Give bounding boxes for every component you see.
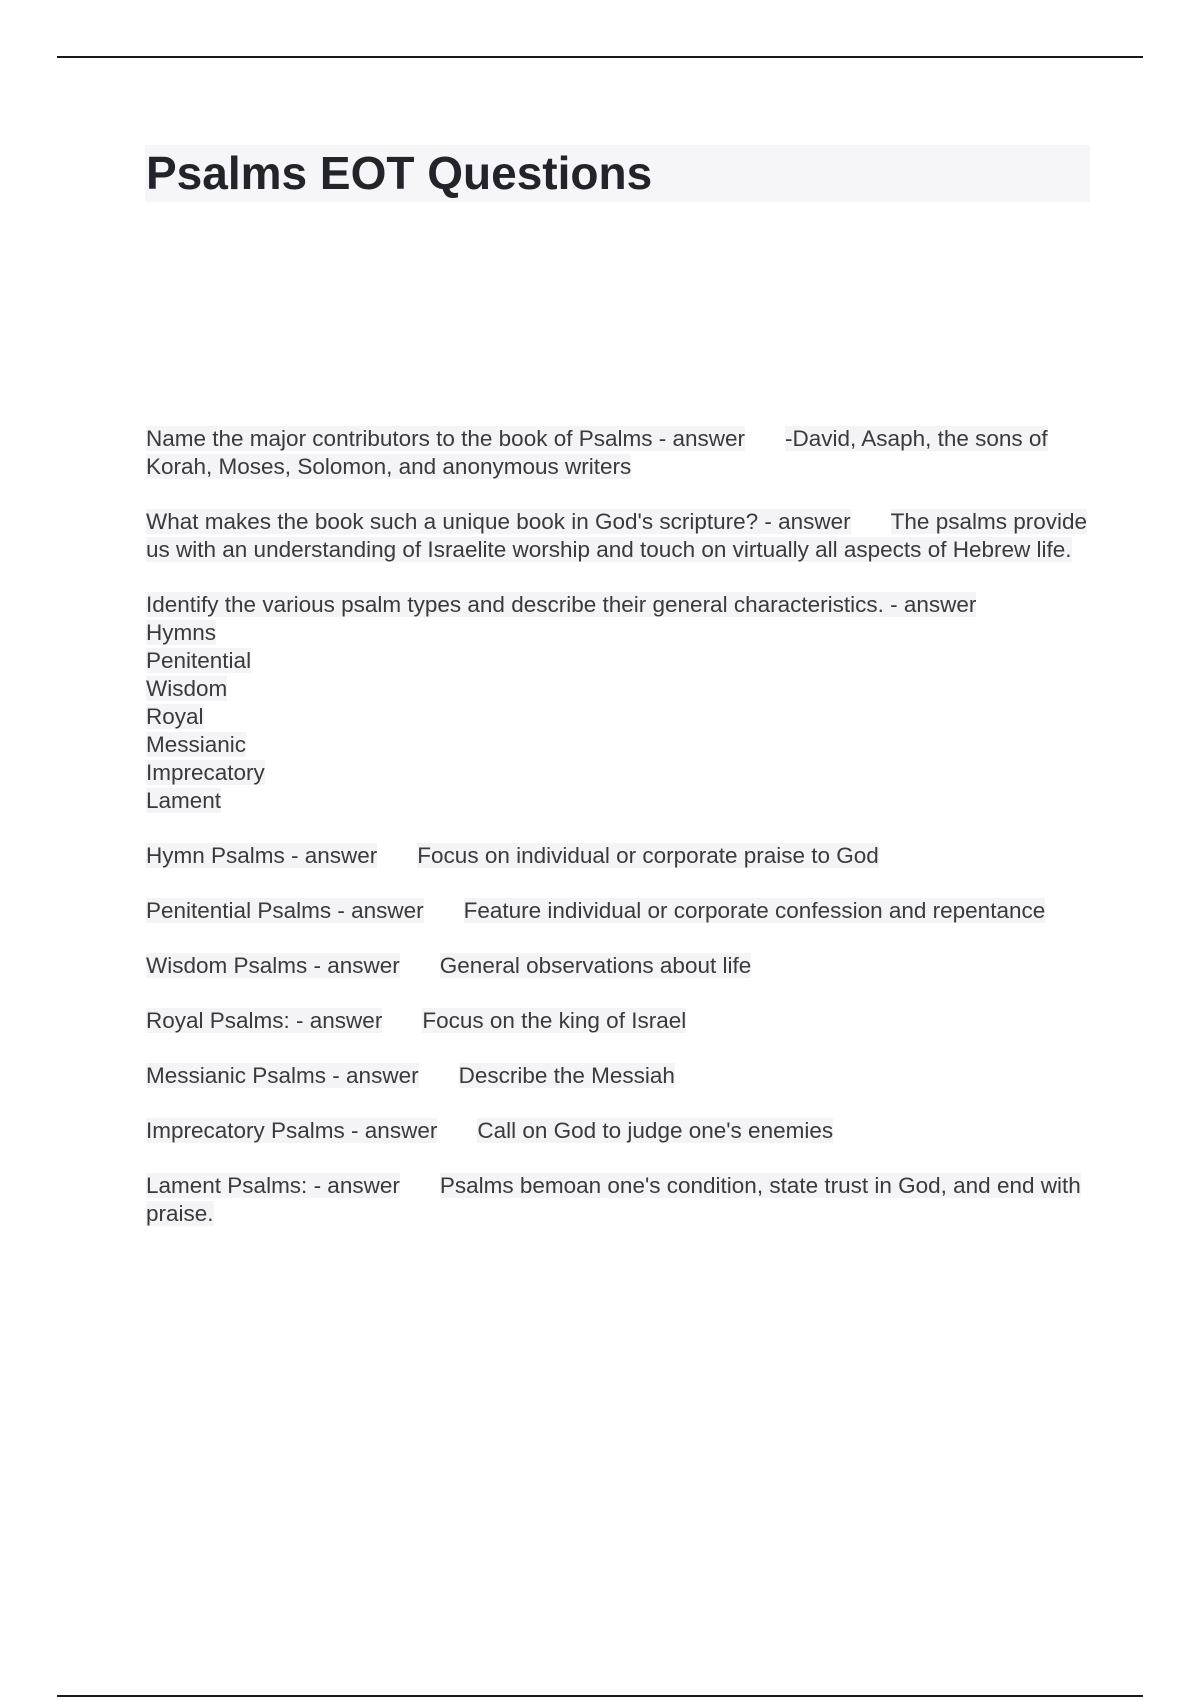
list-item: Wisdom bbox=[146, 676, 228, 701]
answer-text: Focus on the king of Israel bbox=[422, 1008, 687, 1033]
question-text: Penitential Psalms - answer bbox=[146, 898, 424, 923]
answer-text: Feature individual or corporate confession and repentance bbox=[463, 898, 1046, 923]
page-title: Psalms EOT Questions bbox=[146, 147, 653, 199]
qa-item-lament bbox=[146, 1172, 1096, 1228]
question-text: Name the major contributors to the book of Psalms - answer bbox=[146, 426, 746, 451]
psalm-types-list bbox=[146, 619, 1096, 815]
qa-item-royal bbox=[146, 1007, 1096, 1035]
list-item: Lament bbox=[146, 788, 222, 813]
qa-list bbox=[146, 425, 1096, 1255]
qa-item-imprecatory bbox=[146, 1117, 1096, 1145]
answer-text: Describe the Messiah bbox=[458, 1063, 675, 1088]
list-item: Royal bbox=[146, 704, 204, 729]
list-item: Penitential bbox=[146, 648, 252, 673]
list-item: Imprecatory bbox=[146, 760, 265, 785]
question-text: Royal Psalms: - answer bbox=[146, 1008, 383, 1033]
qa-item-penitential bbox=[146, 897, 1096, 925]
list-item: Hymns bbox=[146, 620, 217, 645]
answer-text: Call on God to judge one's enemies bbox=[477, 1118, 834, 1143]
qa-item-messianic bbox=[146, 1062, 1096, 1090]
qa-item-contributors bbox=[146, 425, 1096, 481]
question-text: Messianic Psalms - answer bbox=[146, 1063, 419, 1088]
qa-item-psalm-types bbox=[146, 591, 1096, 815]
bottom-rule bbox=[57, 1695, 1143, 1697]
question-text: Identify the various psalm types and describe their general characteristics. - answer bbox=[146, 592, 977, 617]
top-rule bbox=[57, 56, 1143, 58]
question-text: Hymn Psalms - answer bbox=[146, 843, 378, 868]
qa-item-unique-book bbox=[146, 508, 1096, 564]
question-text: What makes the book such a unique book in God's scripture? - answer bbox=[146, 509, 851, 534]
answer-text: -David, Asaph, the sons of Korah, Moses, Solomon, and anonymous writers bbox=[146, 426, 1048, 479]
answer-text: Focus on individual or corporate praise to God bbox=[417, 843, 879, 868]
question-text: Wisdom Psalms - answer bbox=[146, 953, 400, 978]
answer-text: The psalms provide us with an understanding of Israelite worship and touch on virtually all aspects of Hebrew life. bbox=[146, 509, 1088, 562]
list-item: Messianic bbox=[146, 732, 247, 757]
question-text: Imprecatory Psalms - answer bbox=[146, 1118, 438, 1143]
answer-text: General observations about life bbox=[439, 953, 752, 978]
question-text: Lament Psalms: - answer bbox=[146, 1173, 400, 1198]
answer-text: Psalms bemoan one's condition, state trust in God, and end with praise. bbox=[146, 1173, 1081, 1226]
qa-item-hymn bbox=[146, 842, 1096, 870]
qa-item-wisdom bbox=[146, 952, 1096, 980]
